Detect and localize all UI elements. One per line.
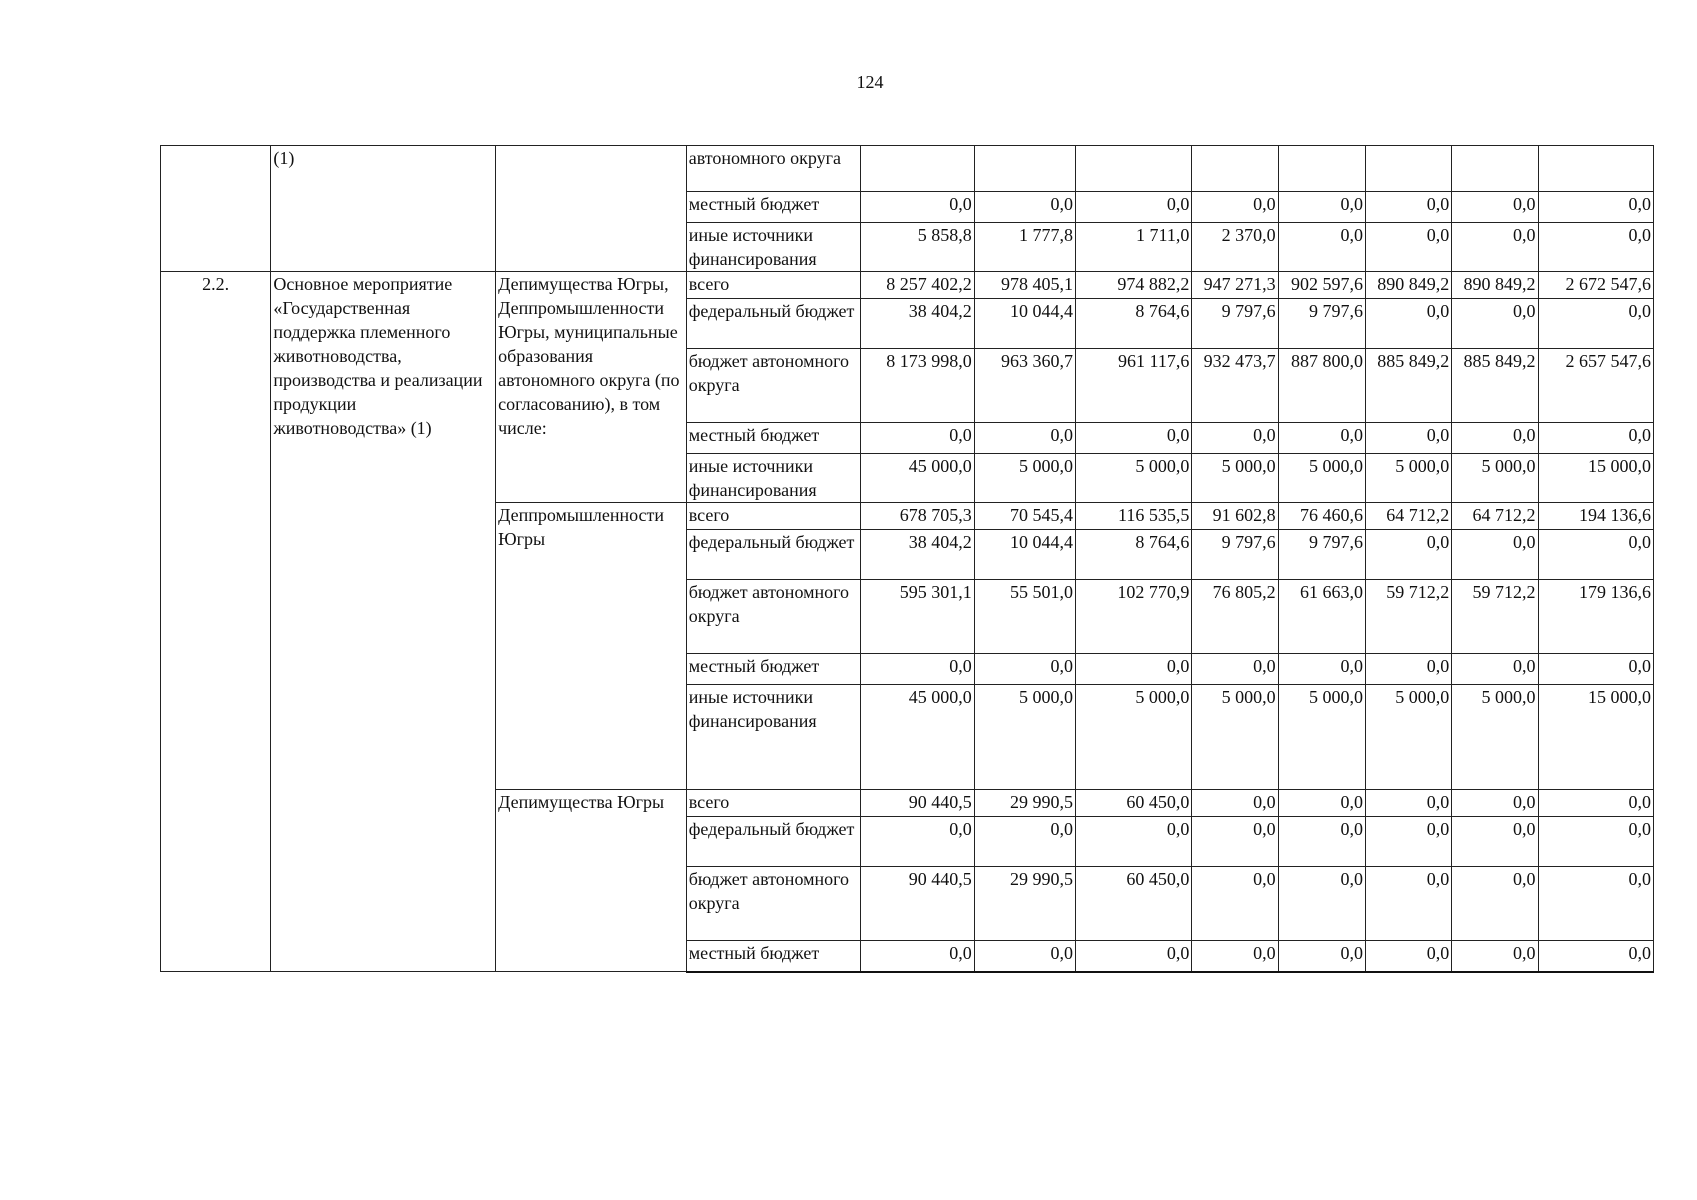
funding-source: всего xyxy=(686,790,861,817)
funding-source: федеральный бюджет xyxy=(686,817,861,867)
amount-cell: 0,0 xyxy=(1538,299,1653,349)
amount-cell: 0,0 xyxy=(1278,790,1365,817)
amount-cell: 0,0 xyxy=(1278,941,1365,972)
amount-cell xyxy=(1076,146,1192,192)
amount-cell: 0,0 xyxy=(1192,654,1278,685)
amount-cell xyxy=(1192,146,1278,192)
budget-table xyxy=(160,145,1654,973)
amount-cell: 887 800,0 xyxy=(1278,349,1365,423)
amount-cell: 64 712,2 xyxy=(1365,503,1451,530)
amount-cell: 8 257 402,2 xyxy=(861,272,974,299)
amount-cell: 0,0 xyxy=(1365,867,1451,941)
funding-source: федеральный бюджет xyxy=(686,299,861,349)
amount-cell: 0,0 xyxy=(974,423,1075,454)
amount-cell: 0,0 xyxy=(861,654,974,685)
amount-cell: 1 711,0 xyxy=(1076,223,1192,272)
amount-cell: 0,0 xyxy=(1365,941,1451,972)
page-number: 124 xyxy=(856,72,884,92)
amount-cell: 0,0 xyxy=(1076,817,1192,867)
amount-cell: 59 712,2 xyxy=(1452,580,1538,654)
amount-cell: 963 360,7 xyxy=(974,349,1075,423)
amount-cell: 10 044,4 xyxy=(974,530,1075,580)
measure-number: 2.2. xyxy=(161,272,271,972)
amount-cell: 29 990,5 xyxy=(974,867,1075,941)
amount-cell: 5 000,0 xyxy=(1076,685,1192,790)
amount-cell xyxy=(1452,146,1538,192)
amount-cell: 0,0 xyxy=(1278,817,1365,867)
amount-cell: 61 663,0 xyxy=(1278,580,1365,654)
amount-cell: 0,0 xyxy=(1076,941,1192,972)
amount-cell: 0,0 xyxy=(1278,867,1365,941)
responsible-executor xyxy=(496,146,687,272)
amount-cell: 5 000,0 xyxy=(1278,454,1365,503)
amount-cell: 0,0 xyxy=(1278,423,1365,454)
amount-cell: 0,0 xyxy=(1538,817,1653,867)
measure-name: Основное мероприятие «Государственная поддержка племенного животноводства, производства и реализации продукции животноводства» (1) xyxy=(271,272,496,972)
amount-cell: 15 000,0 xyxy=(1538,685,1653,790)
amount-cell: 0,0 xyxy=(1538,867,1653,941)
amount-cell: 194 136,6 xyxy=(1538,503,1653,530)
amount-cell: 0,0 xyxy=(1365,192,1451,223)
amount-cell: 0,0 xyxy=(1452,941,1538,972)
amount-cell: 0,0 xyxy=(1452,817,1538,867)
amount-cell: 9 797,6 xyxy=(1278,530,1365,580)
amount-cell: 10 044,4 xyxy=(974,299,1075,349)
amount-cell: 1 777,8 xyxy=(974,223,1075,272)
row-number xyxy=(161,146,271,272)
amount-cell: 116 535,5 xyxy=(1076,503,1192,530)
funding-source: местный бюджет xyxy=(686,192,861,223)
amount-cell: 890 849,2 xyxy=(1452,272,1538,299)
amount-cell: 5 000,0 xyxy=(1278,685,1365,790)
amount-cell: 902 597,6 xyxy=(1278,272,1365,299)
amount-cell: 0,0 xyxy=(1452,867,1538,941)
amount-cell: 0,0 xyxy=(1278,192,1365,223)
amount-cell: 45 000,0 xyxy=(861,685,974,790)
amount-cell xyxy=(861,146,974,192)
amount-cell: 5 000,0 xyxy=(1076,454,1192,503)
funding-source: иные источники финансирования xyxy=(686,454,861,503)
amount-cell xyxy=(1538,146,1653,192)
amount-cell: 0,0 xyxy=(1452,192,1538,223)
amount-cell: 90 440,5 xyxy=(861,790,974,817)
amount-cell: 38 404,2 xyxy=(861,299,974,349)
amount-cell xyxy=(1278,146,1365,192)
funding-source: бюджет автономного округа xyxy=(686,349,861,423)
table-row xyxy=(161,146,1654,192)
amount-cell: 0,0 xyxy=(861,423,974,454)
funding-source: бюджет автономного округа xyxy=(686,580,861,654)
amount-cell: 8 764,6 xyxy=(1076,299,1192,349)
amount-cell: 0,0 xyxy=(974,654,1075,685)
amount-cell: 64 712,2 xyxy=(1452,503,1538,530)
amount-cell: 0,0 xyxy=(1192,867,1278,941)
amount-cell: 0,0 xyxy=(1452,654,1538,685)
amount-cell: 978 405,1 xyxy=(974,272,1075,299)
amount-cell: 0,0 xyxy=(1192,817,1278,867)
amount-cell: 5 000,0 xyxy=(1452,454,1538,503)
amount-cell: 0,0 xyxy=(1538,423,1653,454)
amount-cell: 15 000,0 xyxy=(1538,454,1653,503)
amount-cell xyxy=(1365,146,1451,192)
amount-cell: 0,0 xyxy=(1192,941,1278,972)
amount-cell: 9 797,6 xyxy=(1192,530,1278,580)
amount-cell: 0,0 xyxy=(1365,817,1451,867)
amount-cell: 5 000,0 xyxy=(1365,685,1451,790)
amount-cell: 0,0 xyxy=(1076,654,1192,685)
amount-cell: 0,0 xyxy=(1278,654,1365,685)
amount-cell: 0,0 xyxy=(1365,223,1451,272)
amount-cell: 70 545,4 xyxy=(974,503,1075,530)
amount-cell: 2 657 547,6 xyxy=(1538,349,1653,423)
measure-name-tail: (1) xyxy=(271,146,496,272)
amount-cell: 890 849,2 xyxy=(1365,272,1451,299)
amount-cell: 8 173 998,0 xyxy=(861,349,974,423)
funding-source: иные источники финансирования xyxy=(686,685,861,790)
funding-source: иные источники финансирования xyxy=(686,223,861,272)
amount-cell: 0,0 xyxy=(861,941,974,972)
amount-cell: 0,0 xyxy=(974,817,1075,867)
amount-cell: 0,0 xyxy=(974,192,1075,223)
amount-cell: 45 000,0 xyxy=(861,454,974,503)
amount-cell: 0,0 xyxy=(1452,299,1538,349)
amount-cell: 0,0 xyxy=(1365,423,1451,454)
amount-cell: 5 858,8 xyxy=(861,223,974,272)
amount-cell: 2 672 547,6 xyxy=(1538,272,1653,299)
amount-cell: 0,0 xyxy=(1278,223,1365,272)
amount-cell: 60 450,0 xyxy=(1076,867,1192,941)
amount-cell: 885 849,2 xyxy=(1452,349,1538,423)
amount-cell: 595 301,1 xyxy=(861,580,974,654)
amount-cell: 0,0 xyxy=(1365,654,1451,685)
amount-cell: 2 370,0 xyxy=(1192,223,1278,272)
amount-cell: 974 882,2 xyxy=(1076,272,1192,299)
funding-source: автономного округа xyxy=(686,146,861,192)
amount-cell: 932 473,7 xyxy=(1192,349,1278,423)
amount-cell: 5 000,0 xyxy=(1365,454,1451,503)
amount-cell: 0,0 xyxy=(1365,299,1451,349)
amount-cell: 91 602,8 xyxy=(1192,503,1278,530)
amount-cell: 947 271,3 xyxy=(1192,272,1278,299)
amount-cell: 90 440,5 xyxy=(861,867,974,941)
amount-cell: 0,0 xyxy=(1452,530,1538,580)
funding-source: местный бюджет xyxy=(686,654,861,685)
amount-cell: 0,0 xyxy=(1452,790,1538,817)
amount-cell: 76 460,6 xyxy=(1278,503,1365,530)
amount-cell: 0,0 xyxy=(1076,423,1192,454)
amount-cell: 0,0 xyxy=(1538,654,1653,685)
amount-cell: 0,0 xyxy=(1192,423,1278,454)
amount-cell: 0,0 xyxy=(861,192,974,223)
amount-cell: 102 770,9 xyxy=(1076,580,1192,654)
funding-source: местный бюджет xyxy=(686,941,861,972)
amount-cell: 9 797,6 xyxy=(1278,299,1365,349)
table-row xyxy=(161,272,1654,299)
funding-source: бюджет автономного округа xyxy=(686,867,861,941)
amount-cell: 0,0 xyxy=(1365,790,1451,817)
amount-cell: 0,0 xyxy=(1452,223,1538,272)
amount-cell: 5 000,0 xyxy=(1452,685,1538,790)
amount-cell: 0,0 xyxy=(861,817,974,867)
amount-cell: 60 450,0 xyxy=(1076,790,1192,817)
amount-cell: 38 404,2 xyxy=(861,530,974,580)
amount-cell: 0,0 xyxy=(1538,790,1653,817)
amount-cell: 0,0 xyxy=(1365,530,1451,580)
amount-cell xyxy=(974,146,1075,192)
amount-cell: 0,0 xyxy=(1076,192,1192,223)
amount-cell: 0,0 xyxy=(1192,192,1278,223)
amount-cell: 0,0 xyxy=(1538,192,1653,223)
responsible-executor: Деппромышленности Югры xyxy=(496,503,687,790)
amount-cell: 5 000,0 xyxy=(1192,454,1278,503)
amount-cell: 179 136,6 xyxy=(1538,580,1653,654)
amount-cell: 9 797,6 xyxy=(1192,299,1278,349)
responsible-executor: Депимущества Югры xyxy=(496,790,687,972)
amount-cell: 59 712,2 xyxy=(1365,580,1451,654)
amount-cell: 5 000,0 xyxy=(974,685,1075,790)
amount-cell: 8 764,6 xyxy=(1076,530,1192,580)
amount-cell: 0,0 xyxy=(974,941,1075,972)
responsible-executor: Депимущества Югры, Деппромышленности Югры, муниципальные образования автономного округа (по согласованию), в том числе: xyxy=(496,272,687,503)
funding-source: всего xyxy=(686,503,861,530)
funding-source: всего xyxy=(686,272,861,299)
amount-cell: 55 501,0 xyxy=(974,580,1075,654)
amount-cell: 678 705,3 xyxy=(861,503,974,530)
amount-cell: 0,0 xyxy=(1192,790,1278,817)
amount-cell: 0,0 xyxy=(1538,941,1653,972)
amount-cell: 885 849,2 xyxy=(1365,349,1451,423)
funding-source: федеральный бюджет xyxy=(686,530,861,580)
amount-cell: 0,0 xyxy=(1538,223,1653,272)
amount-cell: 5 000,0 xyxy=(974,454,1075,503)
amount-cell: 961 117,6 xyxy=(1076,349,1192,423)
amount-cell: 76 805,2 xyxy=(1192,580,1278,654)
funding-source: местный бюджет xyxy=(686,423,861,454)
amount-cell: 29 990,5 xyxy=(974,790,1075,817)
amount-cell: 5 000,0 xyxy=(1192,685,1278,790)
amount-cell: 0,0 xyxy=(1538,530,1653,580)
amount-cell: 0,0 xyxy=(1452,423,1538,454)
